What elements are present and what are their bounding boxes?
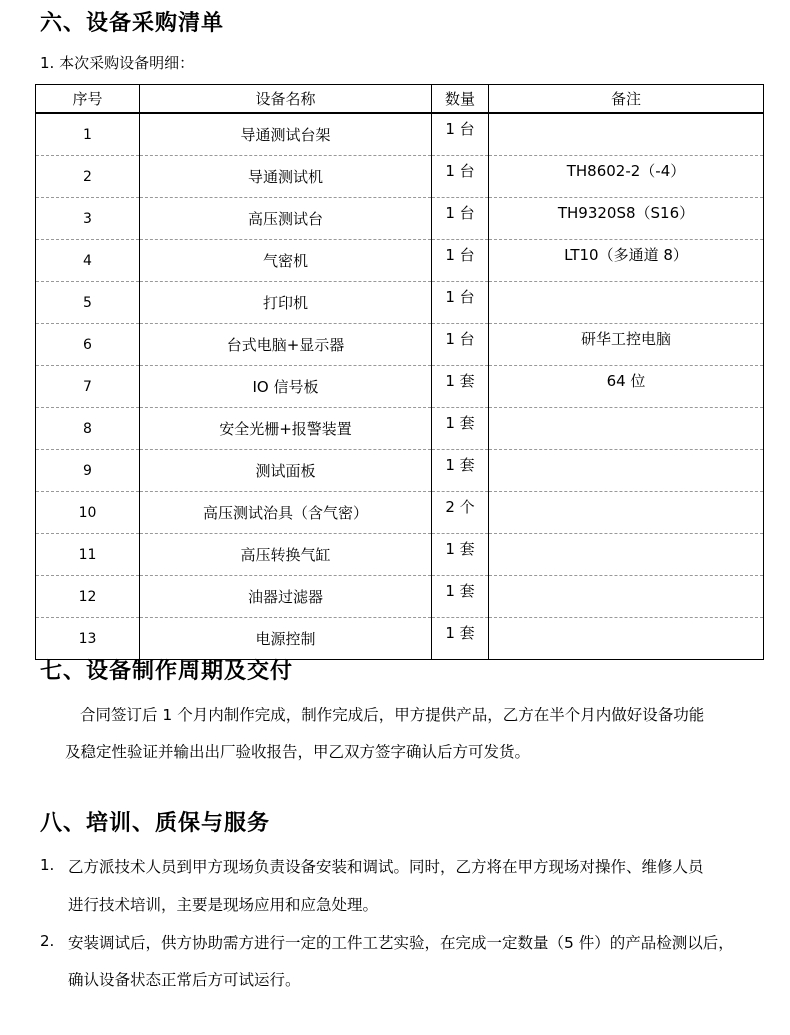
equipment-table (35, 84, 764, 660)
table-row (36, 324, 764, 366)
cell-qty: 1 台 (432, 156, 489, 198)
cell-name: 气密机 (140, 240, 432, 282)
cell-no: 12 (36, 576, 140, 618)
cell-qty: 2 个 (432, 492, 489, 534)
cell-qty: 1 台 (432, 324, 489, 366)
cell-name: 高压转换气缸 (140, 534, 432, 576)
list-item-2-number: 2. (40, 932, 55, 950)
cell-name: 导通测试机 (140, 156, 432, 198)
cell-no: 8 (36, 408, 140, 450)
cell-note (489, 492, 764, 534)
cell-no: 1 (36, 113, 140, 156)
cell-note: TH9320S8（S16） (489, 198, 764, 240)
cell-note (489, 408, 764, 450)
cell-note: 研华工控电脑 (489, 324, 764, 366)
cell-qty: 1 套 (432, 366, 489, 408)
table-row (36, 492, 764, 534)
header-qty: 数量 (432, 85, 489, 114)
table-row (36, 113, 764, 156)
cell-note (489, 113, 764, 156)
cell-qty: 1 套 (432, 450, 489, 492)
cell-note (489, 618, 764, 660)
cell-note (489, 450, 764, 492)
cell-note (489, 534, 764, 576)
cell-qty: 1 台 (432, 198, 489, 240)
cell-name: 打印机 (140, 282, 432, 324)
cell-note (489, 576, 764, 618)
cell-name: IO 信号板 (140, 366, 432, 408)
section-7-paragraph-line-2: 及稳定性验证并输出出厂验收报告，甲乙双方签字确认后方可发货。 (65, 743, 531, 761)
cell-no: 9 (36, 450, 140, 492)
cell-qty: 1 台 (432, 240, 489, 282)
cell-note (489, 282, 764, 324)
table-row (36, 408, 764, 450)
cell-no: 2 (36, 156, 140, 198)
table-row (36, 198, 764, 240)
cell-no: 3 (36, 198, 140, 240)
cell-no: 4 (36, 240, 140, 282)
table-row (36, 450, 764, 492)
section-8-title: 八、培训、质保与服务 (40, 810, 271, 836)
cell-name: 台式电脑+显示器 (140, 324, 432, 366)
header-name: 设备名称 (140, 85, 432, 114)
cell-qty: 1 套 (432, 408, 489, 450)
table-row (36, 576, 764, 618)
cell-qty: 1 套 (432, 576, 489, 618)
cell-qty: 1 套 (432, 534, 489, 576)
section-6-title: 六、设备采购清单 (40, 10, 225, 36)
table-header-row (36, 85, 764, 114)
table-row (36, 534, 764, 576)
cell-qty: 1 套 (432, 618, 489, 660)
list-item-2-line-2: 确认设备状态正常后方可试运行。 (68, 971, 301, 989)
cell-no: 10 (36, 492, 140, 534)
table-row (36, 156, 764, 198)
cell-name: 导通测试台架 (140, 113, 432, 156)
cell-no: 5 (36, 282, 140, 324)
header-no: 序号 (36, 85, 140, 114)
section-7-title: 七、设备制作周期及交付 (40, 658, 294, 684)
cell-name: 油器过滤器 (140, 576, 432, 618)
cell-note: 64 位 (489, 366, 764, 408)
list-item-1-line-1: 乙方派技术人员到甲方现场负责设备安装和调试。同时，乙方将在甲方现场对操作、维修人员 (68, 858, 704, 876)
cell-no: 13 (36, 618, 140, 660)
cell-qty: 1 台 (432, 282, 489, 324)
cell-no: 7 (36, 366, 140, 408)
procurement-subheading: 1. 本次采购设备明细： (40, 54, 195, 72)
cell-name: 测试面板 (140, 450, 432, 492)
table-row (36, 366, 764, 408)
cell-name: 电源控制 (140, 618, 432, 660)
cell-name: 高压测试治具（含气密） (140, 492, 432, 534)
list-item-1-number: 1. (40, 856, 55, 874)
list-item-1-line-2: 进行技术培训，主要是现场应用和应急处理。 (68, 896, 379, 914)
cell-name: 安全光栅+报警装置 (140, 408, 432, 450)
cell-no: 11 (36, 534, 140, 576)
cell-no: 6 (36, 324, 140, 366)
cell-name: 高压测试台 (140, 198, 432, 240)
section-7-paragraph-line-1: 合同签订后 1 个月内制作完成，制作完成后，甲方提供产品，乙方在半个月内做好设备功能 (80, 706, 705, 724)
cell-note: LT10（多通道 8） (489, 240, 764, 282)
cell-qty: 1 台 (432, 113, 489, 156)
table-row (36, 240, 764, 282)
list-item-2-line-1: 安装调试后，供方协助需方进行一定的工件工艺实验，在完成一定数量（5 件）的产品检测以后， (68, 934, 734, 952)
cell-note: TH8602-2（-4） (489, 156, 764, 198)
table-row (36, 282, 764, 324)
header-note: 备注 (489, 85, 764, 114)
